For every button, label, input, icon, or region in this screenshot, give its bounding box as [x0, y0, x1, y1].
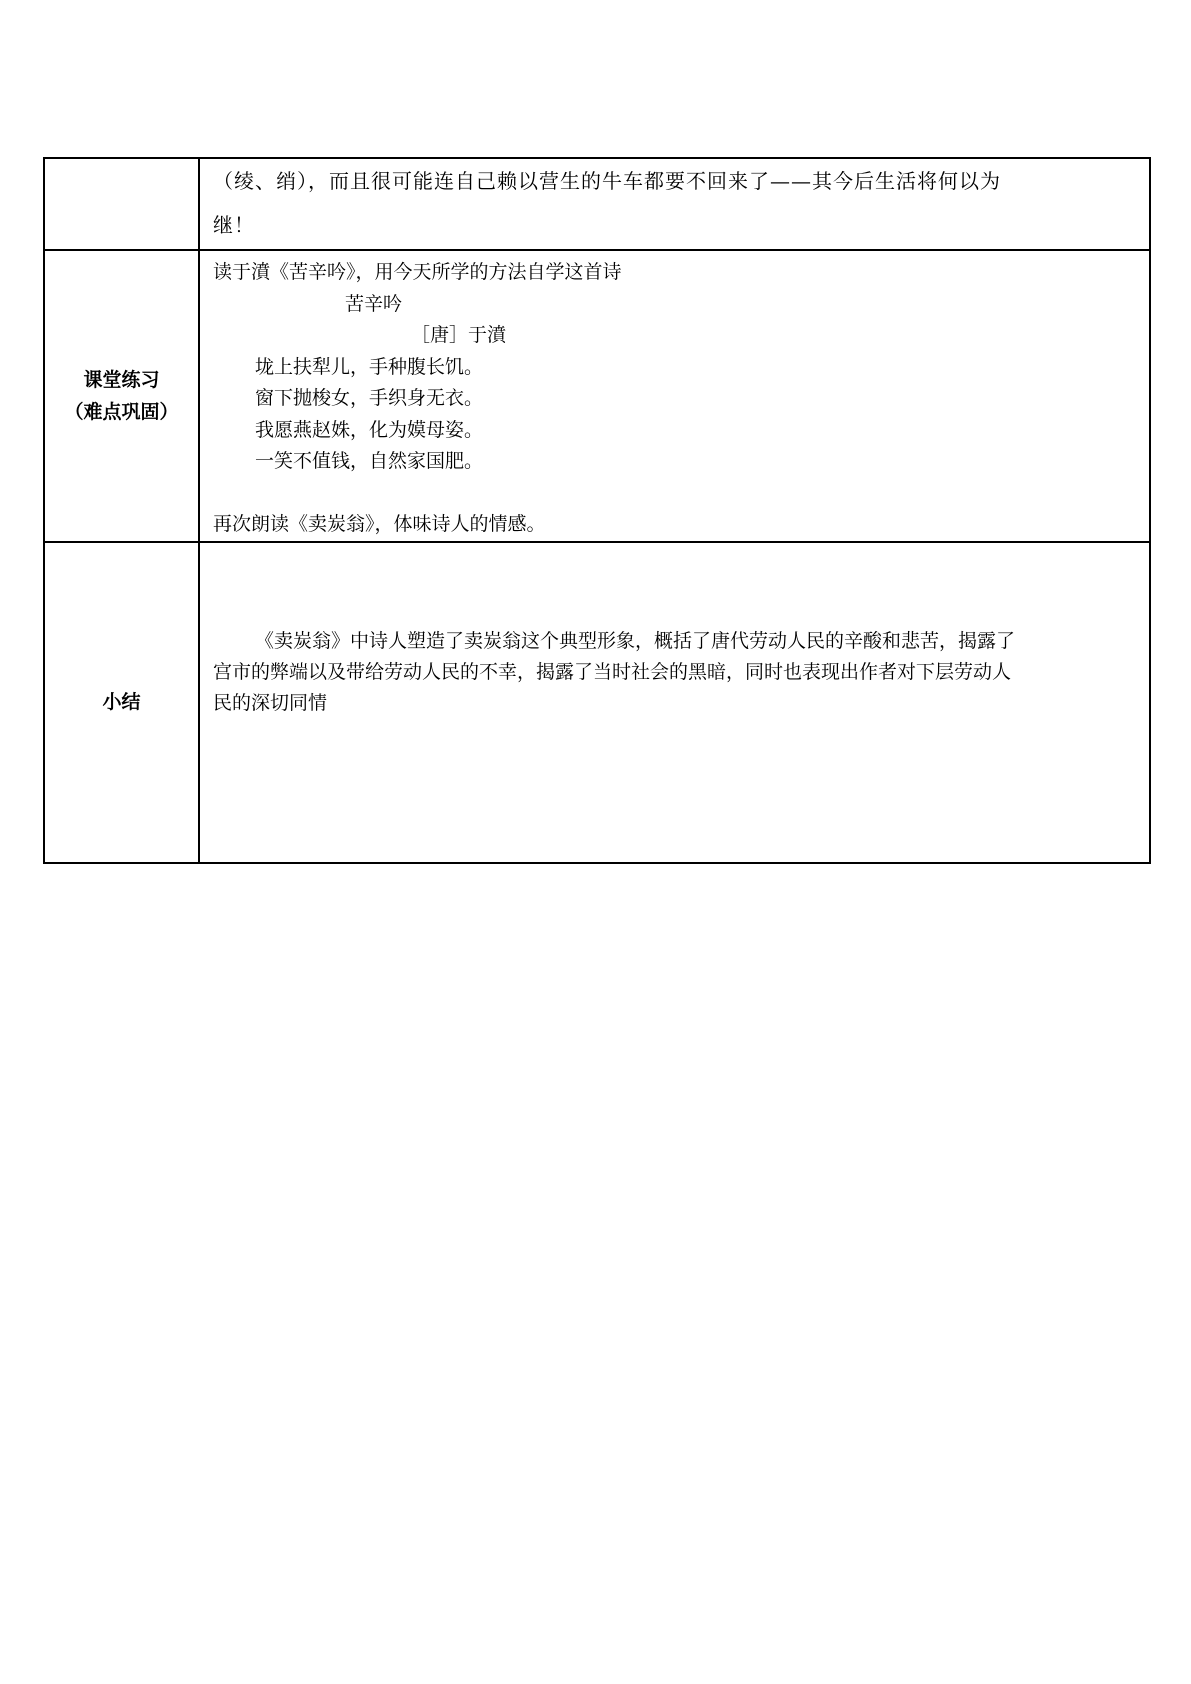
- table-row: [44, 158, 1150, 250]
- poem-line: 垅上扶犁儿，手种腹长饥。: [255, 355, 484, 378]
- row-label-empty: [44, 158, 199, 250]
- practice-followup: 再次朗读《卖炭翁》，体味诗人的情感。: [213, 513, 546, 535]
- lesson-plan-table: [43, 157, 1151, 864]
- summary-content-cell: [199, 542, 1150, 863]
- continuation-line: 继！: [213, 213, 255, 237]
- table-row: [44, 542, 1150, 863]
- practice-instruction: 读于濆《苦辛吟》，用今天所学的方法自学这首诗: [213, 261, 622, 283]
- poem-line: 一笑不值钱，自然家国肥。: [255, 450, 484, 472]
- continuation-line: （绫、绡），而且很可能连自己赖以营生的牛车都要不回来了——其今后生活将何以为: [213, 169, 1001, 193]
- poem-author: ［唐］于濆: [411, 324, 507, 346]
- continuation-text-cell: [199, 158, 1150, 250]
- spacer: [213, 478, 1139, 510]
- practice-label: 课堂练习: [83, 368, 160, 391]
- poem-line: 我愿燕赵姝，化为嫫母姿。: [255, 418, 484, 441]
- practice-sublabel: （难点巩固）: [64, 400, 179, 423]
- row-label-practice: [44, 250, 199, 542]
- row-label-summary: 小结: [44, 542, 199, 863]
- practice-content-cell: [199, 250, 1150, 542]
- summary-line: 《卖炭翁》中诗人塑造了卖炭翁这个典型形象，概括了唐代劳动人民的辛酸和悲苦，揭露了: [255, 629, 1016, 652]
- table-row: [44, 250, 1150, 542]
- poem-line: 窗下抛梭女，手织身无衣。: [255, 387, 484, 409]
- poem-title: 苦辛吟: [345, 292, 403, 315]
- summary-line: 民的深切同情: [213, 691, 328, 714]
- summary-line: 宫市的弊端以及带给劳动人民的不幸，揭露了当时社会的黑暗，同时也表现出作者对下层劳动人: [213, 660, 1012, 683]
